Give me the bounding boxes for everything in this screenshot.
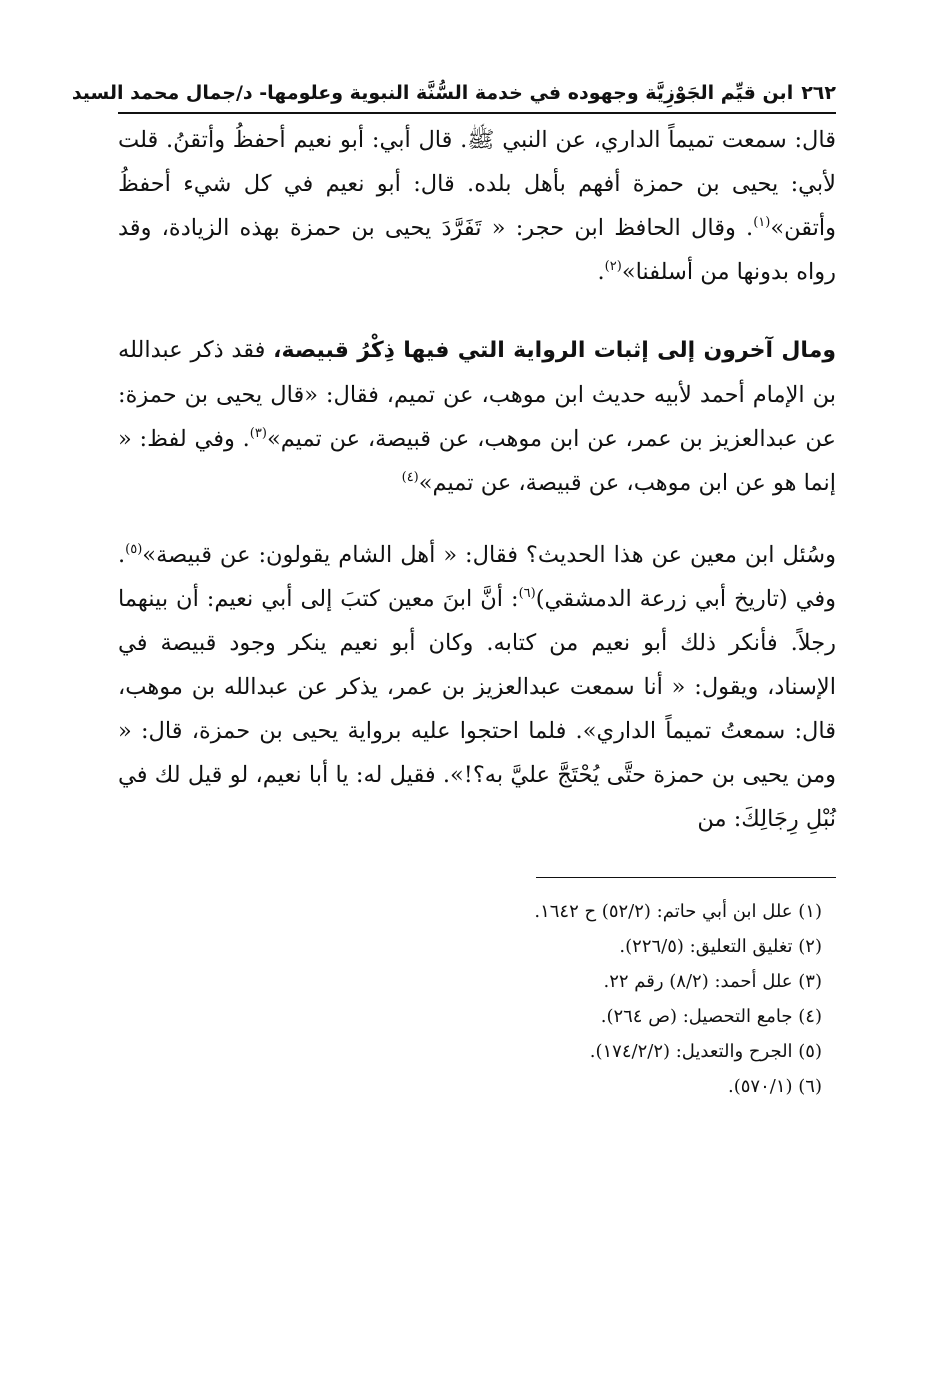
footnote-4: (٤) جامع التحصيل: (ص ٢٦٤). (600, 1006, 822, 1027)
footnote-ref-4[interactable]: (٤) (401, 470, 419, 485)
running-title: ابن قيِّم الجَوْزِيَّة وجهوده في خدمة السُّنَّة النبوية وعلومها- د/جمال محمد السيد (71, 82, 794, 104)
footnote-6: (٦) (٥٧٠/١). (728, 1076, 822, 1097)
paragraph-1-text: قال: سمعت تميماً الداري، عن النبي ﷺ. قال أبي: أبو نعيم أحفظُ وأتقنُ. قلت لأبي: يحيى بن حمزة أفهم بأهل بلده. قال: أبو نعيم في كل شيء أحفظُ وأتقن» (118, 127, 836, 241)
footnote-3: (٣) علل أحمد: (٨/٢) رقم ٢٢. (603, 971, 822, 992)
footnote-ref-3[interactable]: (٣) (249, 426, 267, 441)
paragraph-2 (118, 328, 836, 505)
footnotes (118, 894, 836, 1104)
paragraph-2-lead: ومال آخرون إلى إثبات الرواية التي فيها ذِكْرُ قبيصة، (273, 338, 836, 363)
paragraph-3 (118, 533, 836, 841)
paragraph-3-text-2: . وفي (تاريخ أبي زرعة الدمشقي) (118, 542, 836, 612)
running-header (71, 80, 836, 114)
footnote-2: (٢) تغليق التعليق: (٢٢٦/٥). (619, 936, 822, 957)
paragraph-1-text-3: . (597, 259, 605, 285)
footnote-5: (٥) الجرح والتعديل: (١٧٤/٢/٢). (589, 1041, 822, 1062)
page-number: ٢٦٢ (801, 82, 836, 104)
body-text (118, 118, 836, 841)
paragraph-1 (118, 118, 836, 294)
paragraph-1-text-2: . وقال الحافظ ابن حجر: « تَفَرَّدَ يحيى بن حمزة بهذه الزيادة، وقد رواه بدونها من أسلفنا» (118, 215, 836, 285)
footnote-ref-2[interactable]: (٢) (604, 259, 622, 274)
footnote-1: (١) علل ابن أبي حاتم: (٥٢/٢) ح ١٦٤٢. (534, 901, 822, 922)
footnote-ref-6[interactable]: (٦) (518, 586, 536, 601)
paragraph-3-text-3: : أنَّ ابنَ معين كتبَ إلى أبي نعيم: أن بينهما رجلاً. فأنكر ذلك أبو نعيم من كتابه. وكان أبو نعيم ينكر وجود قبيصة في الإسناد، ويقول: « أنا سمعت عبدالعزيز بن عمر، يذكر عن عبدالله بن موهب، قال: سمعتُ تميماً الداري». فلما احتجوا عليه برواية يحيى بن حمزة، قال: « ومن يحيى بن حمزة حتَّى يُحْتَجَّ عليَّ به؟!». فقيل له: يا أبا نعيم، لو قيل لك في نُبْلِ رِجَالِكَ: من (118, 586, 836, 832)
paragraph-2-text-2: . وفي لفظ: « إنما هو عن ابن موهب، عن قبيصة، عن تميم» (118, 426, 836, 496)
footnote-divider (536, 877, 836, 878)
book-page (71, 80, 836, 1104)
footnote-ref-1[interactable]: (١) (753, 215, 771, 230)
paragraph-2-text: فقد ذكر عبدالله بن الإمام أحمد لأبيه حديث ابن موهب، عن تميم، فقال: «قال يحيى بن حمزة: عن عبدالعزيز بن عمر، عن ابن موهب، عن قبيصة، عن تميم» (118, 337, 836, 452)
footnote-ref-5[interactable]: (٥) (125, 542, 143, 557)
paragraph-3-text: وسُئل ابن معين عن هذا الحديث؟ فقال: « أهل الشام يقولون: عن قبيصة» (142, 542, 836, 568)
